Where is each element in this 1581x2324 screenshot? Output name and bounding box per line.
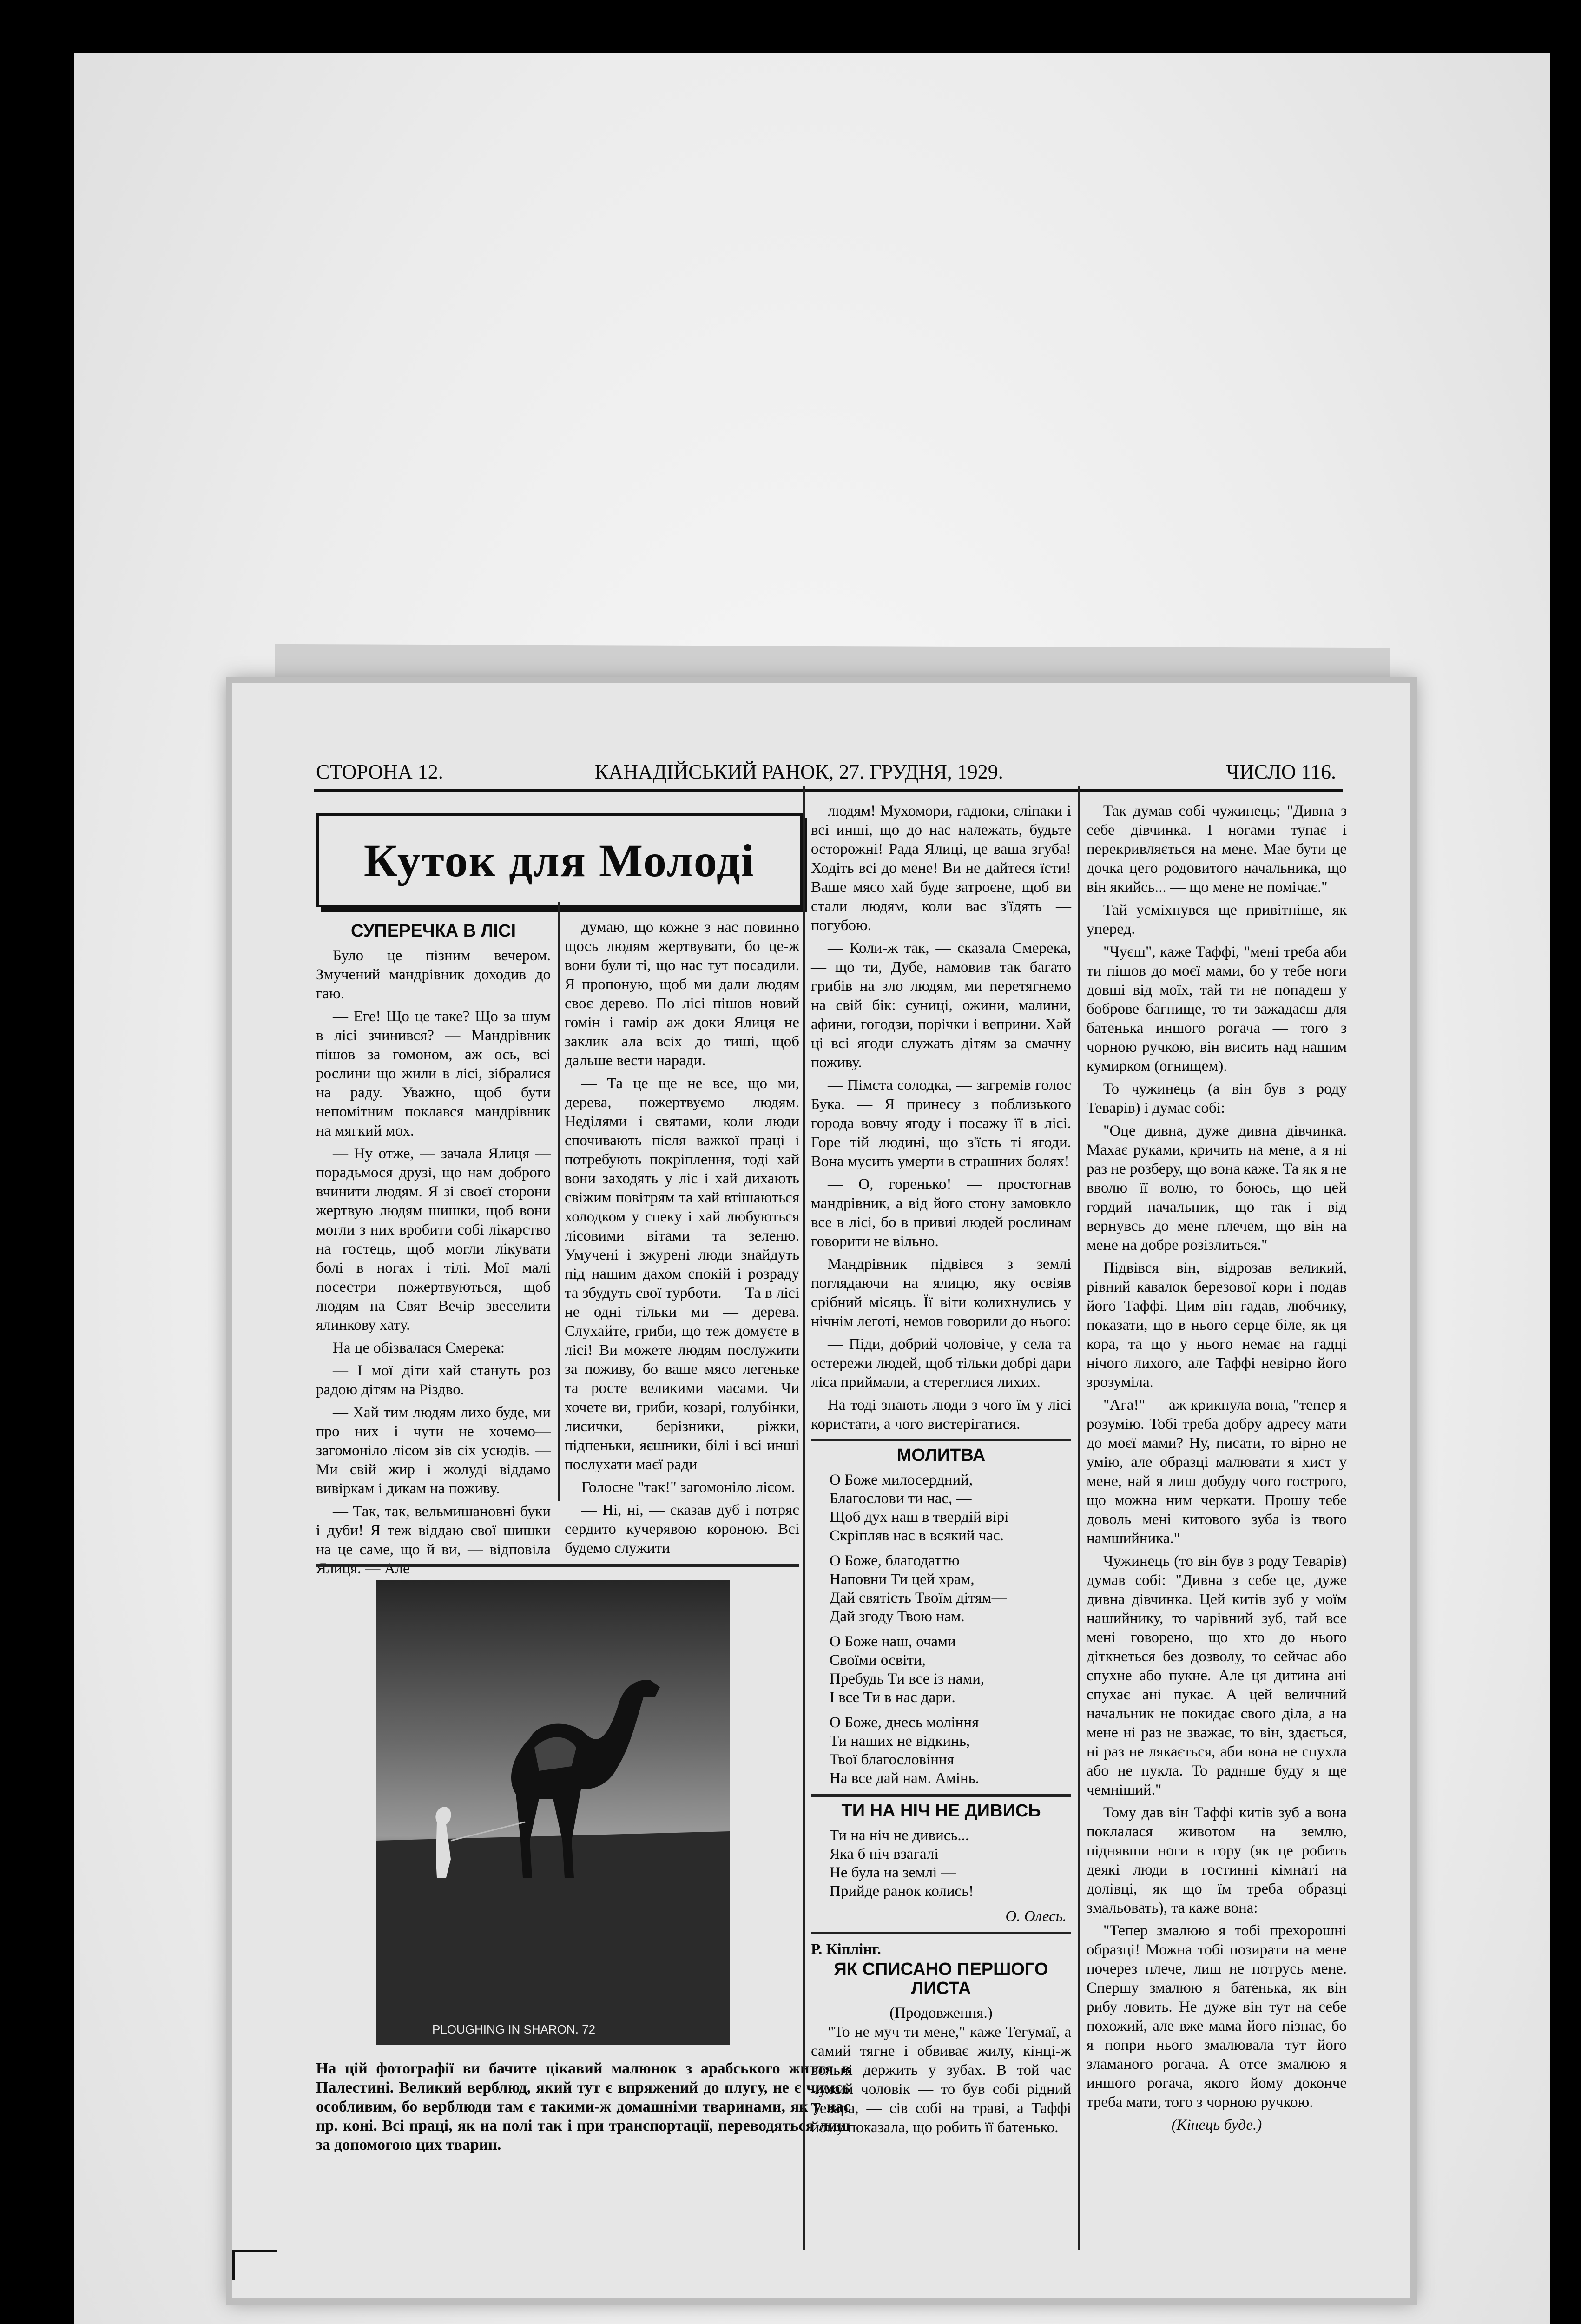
poem-line: Дай святість Твоїм дітям— [830,1590,1007,1606]
paragraph: — Еге! Що це таке? Що за шум в лісі зчинився? — Мандрівник пішов за гомоном, аж ось, всі рослини що жили в лісі, зібралися на раду. Уважно, щоб бути непомітним поклався мандрівник на мягкий мох. [316,1008,551,1139]
newspaper-page [232,683,1410,2298]
continued-note: (Продовження.) [889,2005,993,2021]
column-3 [811,802,1071,2141]
paragraph: Підвівся він, відрозав великий, рівний кавалок березової кори і подав його Таффі. Цим він гадав, любчику, показати, що в нього серце біле, як ця кора, та що у нього немає на гадці нічого лихого, але Таффі невірно його зрозуміла. [1087,1260,1347,1391]
poem-line: Яка б ніч взагалі [830,1846,939,1862]
poem-line: Щоб дух наш в твердій вірі [830,1509,1009,1525]
poem-line: О Боже наш, очами [830,1633,956,1650]
column-1 [316,918,551,1582]
paragraph: То чужинець (а він був з роду Теварів) і думає собі: [1087,1081,1347,1116]
poem-line: Благослови ти нас, — [830,1490,972,1507]
poem-line: Скріпляв нас в всякий час. [830,1527,1004,1544]
paragraph: Так думав собі чужинець; "Дивна з себе дівчинка. І ногами тупає і перекривляється на мене. Мае бути це дочка цего родовитого начальника, що він якийсь... — що мене не помічає." [1087,803,1347,896]
story2-title: ЯК СПИСАНО ПЕРШОГО ЛИСТА [834,1960,1048,1998]
paragraph: — Та це ще не все, що ми, дерева, пожертвуємо людям. Неділями і святами, коли люди спочивають після важкої праці і потребують покріплення, тоді хай вони заходять у ліс і хай дихають свіжим повітрям та хай втішаються холодком у спеку і хай любуються лісовими вітами та зеленю. Умучені і зжурені люди знайдуть під нашим дахом спокій і розраду та збудуть свої турботи. — Та в лісі не одні тільки ми — дерева. Слухайте, гриби, що теж домуєте в лісі! Ви можете людям послужити за поживу, бо ваше мясо легеньке та росте великими масами. Чи хочете ви, гриби, козарі, голубінки, лисички, берізники, ріжки, підпеньки, яєшники, білі і всі инші послухати маєї ради [565,1075,799,1473]
issue-number: ЧИСЛО 116. [1226,760,1336,783]
poem-line: На все дай нам. Амінь. [830,1770,979,1787]
paragraph: На тоді знають люди з чого їм у лісі користати, а чого вистерігатися. [811,1397,1071,1433]
paragraph: — Коли-ж так, — сказала Смерека, — що ти, Дубе, намовив так багато грибів на зло людям, ми перетягнемо на свій бік: суниці, ожини, малини, афини, гогодзи, порічки і веприни. Хай ці всі ягоди служать дітям за смачну поживу. [811,940,1071,1071]
section-rule [811,1794,1071,1797]
poem-author: О. Олесь. [1005,1908,1067,1925]
paragraph: — Піди, добрий чоловіче, у села та остережи людей, щоб тільки добрі дари ліса приймали, а стереглися лихих. [811,1336,1071,1391]
paragraph: — Ні, ні, — сказав дуб і потряс сердито кучерявою короною. Всі будемо служити [565,1502,799,1557]
poem-line: Ти на ніч не дивись... [830,1827,969,1844]
paragraph: людям! Мухомори, гадюки, сліпаки і всі инші, що до нас належать, будьте осторожні! Рада Ялиці, це ваша згуба! Ходіть всі до мене! Ви не дайтеся їсти! Ваше мясо хай буде затроєне, щоб ви стали людям, коли вас з'їдять — погубою. [811,803,1071,934]
paragraph: Тай усміхнувся ще привітніше, як уперед. [1087,902,1347,938]
page-corner-mark [232,2250,277,2280]
paragraph: — Пімста солодка, — загремів голос Бука. — Я принесу з поблизького города вовчу ягоду і посажу її в лісі. Горе тій людині, що з'їсть ті ягоди. Вона мусить умерти в страшних болях! [811,1077,1071,1170]
poem-line: О Боже, днесь моління [830,1714,979,1731]
paragraph: Чужинець (то він був з роду Теварів) думав собі: "Дивна з себе це, дуже дивна дівчинка. Цей китів зуб у моїм нашийнику, то чарівний зуб, тай все мені говорено, що хто до нього діткнеться без дозволу, то сейчас або спухне або пукне. Але ця дитина ані спухає ані пукає. А цей величний начальник не покидає свого діла, а на мене ні раз не зважає, то він, здається, ні раз не лякається, аби вона не спухла або не пукла. То раднше буду я ще чемніший." [1087,1553,1347,1798]
poem-line: Твої благословіння [830,1751,954,1768]
page-header [316,760,1336,788]
photo-label: PLOUGHING IN SHARON. 72 [432,2022,596,2036]
section-rule [316,1564,799,1567]
prayer-stanza [830,1632,1071,1707]
column-divider [1078,786,1080,2250]
column-4 [1087,802,1347,2135]
story-title: СУПЕРЕЧКА В ЛІСІ [350,921,516,941]
poem-line: Ти наших не відкинь, [830,1733,970,1750]
paragraph: Голосне "так!" загомоніло лісом. [581,1479,795,1496]
prayer-stanza [830,1713,1071,1788]
poem-line: О Боже милосердний, [830,1472,973,1488]
paragraph: Мандрівник підвівся з землі поглядаючи на ялицю, яку освіяв срібний місяць. Її віти колихнулись у нічнім леготі, немов говорили до нього: [811,1256,1071,1330]
prayer-stanza [830,1552,1071,1626]
paper-title: КАНАДІЙСЬКИЙ РАНОК, 27. ГРУДНЯ, 1929. [595,760,1003,783]
section-title-box [316,813,803,907]
poem-line: Не була на землі — [830,1864,956,1881]
header-rule [314,789,1343,792]
photo-caption: На цій фотографії ви бачите цікавий малюнок з арабського життя в Палестині. Великий верблюд, який тут є впряжений до плугу, не є чимсь особливим, бо верблюди там є такими-ж домашніми тваринами, як у нас пр. коні. Всі праці, як на полі так і при транспортації, переводяться лиш за допомогою цих тварин. [316,2060,850,2153]
poem-line: Дай згоду Твою нам. [830,1608,965,1625]
paragraph: — О, горенько! — простогнав мандрівник, а від його стону замовкло все в лісі, бо в привиі людей рослинам говорити не вільно. [811,1176,1071,1250]
poem-title: ТИ НА НІЧ НЕ ДИВИСЬ [841,1801,1041,1821]
prayer-title: МОЛИТВА [896,1446,986,1465]
column-divider [803,786,805,2250]
paragraph: — Хай тим людям лихо буде, ми про них і чути не хочемо— загомоніло лісом зів сіх усюдів. — Ми свій жир і жолуді віддамо вивіркам і дикам на поживу. [316,1404,551,1497]
poem-line: О Боже, благодаттю [830,1552,960,1569]
poem-line: Наповни Ти цей храм, [830,1571,975,1588]
poem-line: І все Ти в нас дари. [830,1689,955,1706]
poem-line: Прийде ранок колись! [830,1883,974,1900]
camel-photo [376,1580,730,2045]
poem-line: Пребудь Ти все із нами, [830,1670,985,1687]
section-rule [811,1932,1071,1934]
paragraph: "Тепер змалюю я тобі прехорошні образці! Можна тобі позирати на мене почерез плече, лиш не потрусь мене. Спершу змалюю я батенька, як він рибу ловить. Не дуже він тут на себе похожий, але вже мама його пізнає, бо я попри нього змалювала тут його зламаного рогача. А отсе змалюю я иншого рогача, якого йому доконче треба мати, того з чорною ручкою. [1087,1922,1347,2111]
paragraph: На це обізвалася Смерека: [333,1340,505,1356]
paragraph: — Ну отже, — зачала Ялиця — порадьмося друзі, що нам доброго вчинити людям. Я зі своєї сторони жертвую людям шишки, щоб вони могли з них вробити собі лікарство на гостець, щоб могли лікувати болі в ногах і тілі. Мої малі посестри пожертвуються, щоб людям на Свят Вечір звеселити ялинкову хату. [316,1145,551,1334]
paragraph: "То не муч ти мене," каже Тегумаї, а самий тягне і обвиває жилу, кінці-ж вольні держить у зубах. В той час чужий чоловік — то був собі рідний Тевара, — сів собі на траві, а Таффі йому показала, що робить її батенько. [811,2024,1071,2136]
paragraph: — І мої діти хай стануть роз радою дітям на Різдво. [316,1362,551,1398]
story-end-note: (Кінець буде.) [1171,2117,1262,2133]
section-rule [811,1439,1071,1441]
camel-illustration [376,1580,730,2045]
paragraph: "Ага!" — аж крикнула вона, "тепер я розумію. Тобі треба добру адресу мати до моєї мами? Ну, писати, то вірно не умію, але образці малювати я хист у мене, най я лиш добуду чого гострого, що можна ним черкати. Прошу тебе доволь мені китового зуба із твого намшийника." [1087,1397,1347,1547]
paragraph: Тому дав він Таффі китів зуб а вона поклалася животом на землю, піднявши ноги в гору (як це робить деякі люди в гостинні кімнаті на долівці, як що їм треба образці змальовать), та каже вона: [1087,1804,1347,1916]
column-2 [565,918,799,1562]
page-number: СТОРОНА 12. [316,760,443,783]
paragraph: — Так, так, вельмишановні буки і дуби! Я теж віддаю свої шишки на це саме, що й ви, — відповіла Ялиця. — Але [316,1503,551,1577]
paragraph: "Чуєш", каже Таффі, "мені треба аби ти пішов до моєї мами, бо у тебе ноги довші від моїх, тай ти не попадеш у боброве багнище, то ти зажадаєш для батенька иншого рогача — того з чорною ручкою, він висить над нашим кумирком (огнищем). [1087,944,1347,1075]
column-divider [558,902,560,1501]
paragraph: Було це пізним вечером. Змучений мандрівник доходив до гаю. [316,947,551,1002]
story2-author: Р. Кіплінг. [811,1941,881,1958]
poem-line: Своїми освіти, [830,1652,926,1669]
paragraph: "Оце дивна, дуже дивна дівчинка. Махає руками, кричить на мене, а я ні раз не розберу, що вона каже. Та як я не вволю її волю, то боюсь, що цей гордий начальник, що так і від вернувсь до мене плечем, що він на мене на добре розізлиться." [1087,1122,1347,1254]
paragraph: думаю, що кожне з нас повинно щось людям жертвувати, бо це-ж вони були ті, що нас тут посадили. Я пропоную, щоб ми дали людям своє дерево. По лісі пішов новий гомін і гамір аж доки Ялиця не заклик ала всіх до тиші, щоб дальше вести наради. [565,919,799,1069]
prayer-stanza [830,1471,1071,1545]
section-title: Куток для Молоді [363,834,755,886]
